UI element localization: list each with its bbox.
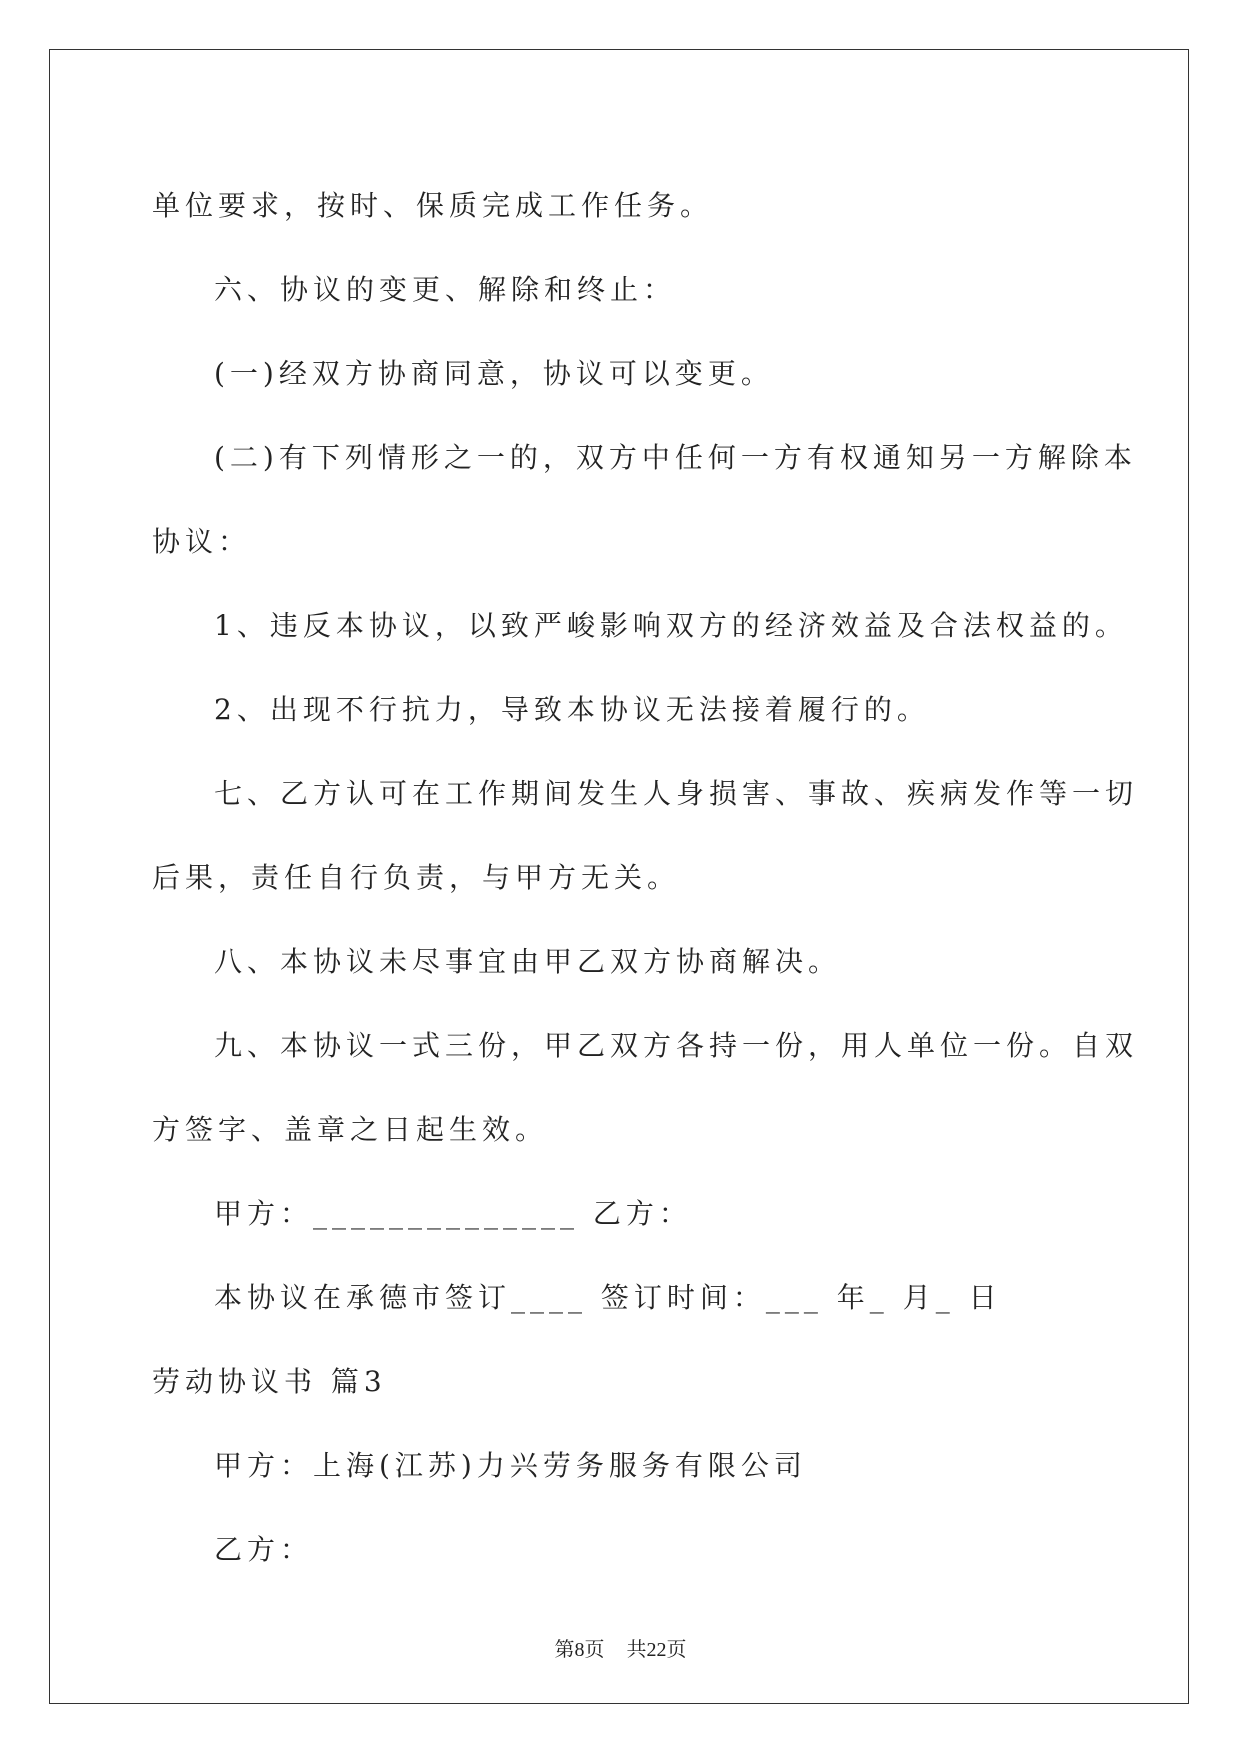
- section-heading: 九、本协议一式三份，甲乙双方各持一份，用人单位一份。自双: [214, 1029, 1139, 1062]
- text-line: 1、违反本协议，以致严峻影响双方的经济效益及合法权益的。: [214, 609, 1128, 642]
- document-body: [152, 164, 1139, 1592]
- party-b-line: 乙方：: [214, 1533, 314, 1566]
- signature-line: 甲方：______________ 乙方：: [214, 1197, 692, 1230]
- page-total: 共22页: [626, 1639, 687, 1661]
- document-title: 劳动协议书 篇3: [152, 1365, 387, 1398]
- text-line: 单位要求，按时、保质完成工作任务。: [152, 189, 714, 222]
- section-heading: 六、协议的变更、解除和终止：: [214, 273, 677, 306]
- section-heading: 八、本协议未尽事宜由甲乙双方协商解决。: [214, 945, 842, 978]
- text-line: 协议：: [152, 525, 252, 558]
- text-line: 方签字、盖章之日起生效。: [152, 1113, 549, 1146]
- section-heading: 七、乙方认可在工作期间发生人身损害、事故、疾病发作等一切: [214, 777, 1139, 810]
- page-number: 第8页: [554, 1639, 605, 1661]
- text-line: (一)经双方协商同意，协议可以变更。: [214, 357, 774, 390]
- party-a-line: 甲方：上海(江苏)力兴劳务服务有限公司: [214, 1449, 807, 1482]
- text-line: (二)有下列情形之一的，双方中任何一方有权通知另一方解除本: [214, 441, 1137, 474]
- signing-info-line: 本协议在承德市签订____ 签订时间：___ 年_ 月_ 日: [214, 1281, 1002, 1314]
- text-line: 后果，责任自行负责，与甲方无关。: [152, 861, 681, 894]
- page-footer: [0, 1633, 1241, 1662]
- text-line: 2、出现不行抗力，导致本协议无法接着履行的。: [214, 693, 930, 726]
